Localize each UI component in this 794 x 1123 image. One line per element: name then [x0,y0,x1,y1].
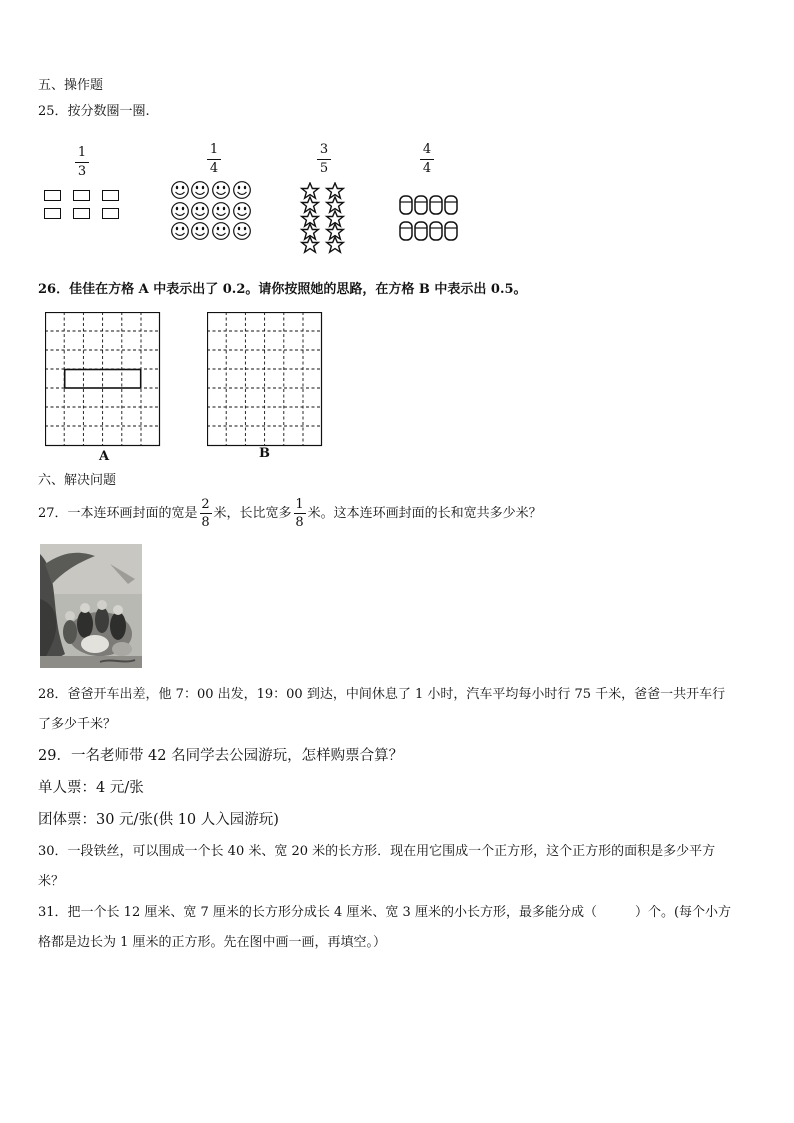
fraction-1-3 [74,146,90,179]
rectangle-icon [74,209,90,219]
grid-b-label: B [259,446,270,461]
q27-part-1: 27．一本连环画封面的宽是 [38,506,198,521]
numerator: 1 [209,142,219,157]
cylinder-group [397,193,463,245]
rectangle-icon [103,209,119,219]
section-6-title: 六、解决问题 [38,473,117,488]
smiley-face-icon [234,223,251,240]
group-ticket-price: 团体票：30 元/张(供 10 人入园游玩) [38,812,279,828]
q27-part-3: 米。这本连环画封面的长和宽共多少米？ [307,506,542,521]
cylinder-icon [400,222,412,240]
cylinder-icon [430,222,442,240]
denominator: 8 [201,515,210,530]
smiley-face-icon [192,182,209,199]
smiley-face-icon [213,182,230,199]
denominator: 3 [77,164,87,179]
cylinder-icon [415,222,427,240]
cylinder-icon [445,222,457,240]
smiley-face-icon [234,203,251,220]
question-30-line-2: 米？ [38,874,65,889]
rectangle-icon [45,209,61,219]
smiley-face-icon [213,203,230,220]
fraction-1-4 [206,143,222,176]
question-30-line-1: 30．一段铁丝，可以围成一个长 40 米、宽 20 米的长方形．现在用它围成一个正方形，这个正方形的面积是多少平方 [38,844,716,859]
fraction-4-4 [419,143,435,176]
denominator: 8 [295,515,304,530]
question-29-line-1: 29．一名老师带 42 名同学去公园游玩，怎样购票合算？ [38,748,404,764]
smiley-face-icon [172,203,189,220]
question-28-line-2: 了多少千米？ [38,717,117,732]
grid-a-label: A [99,449,110,464]
rectangle-icon [103,191,119,201]
star-group [297,182,351,254]
smiley-face-icon [172,223,189,240]
smiley-group [170,180,254,242]
comic-cover-picture [40,544,142,668]
q31-text-after-blank: ）个。(每个小方 [634,905,732,920]
question-26-text: 26．佳佳在方格 A 中表示出了 0.2。请你按照她的思路，在方格 B 中表示出 0.5。 [38,282,527,297]
numerator: 4 [422,142,432,157]
fraction-2-8 [199,497,213,530]
question-31-line-2: 格都是边长为 1 厘米的正方形。先在图中画一画，再填空。） [38,935,387,950]
question-28-line-1: 28．爸爸开车出差，他 7：00 出发，19：00 到达，中间休息了 1 小时，汽车平均每小时行 75 千米，爸爸一共开车行 [38,687,726,702]
denominator: 4 [209,161,219,176]
question-27-text [38,492,542,536]
rectangle-group [42,188,122,222]
smiley-face-icon [172,182,189,199]
numerator: 2 [201,497,210,512]
smiley-face-icon [213,223,230,240]
fraction-1-8 [293,497,307,530]
smiley-face-icon [192,203,209,220]
numerator: 3 [319,142,329,157]
question-25-text: 25．按分数圈一圈. [38,104,150,119]
denominator: 5 [319,161,329,176]
numerator: 1 [77,145,87,160]
cylinder-icon [445,196,457,214]
grid-b [207,312,324,448]
denominator: 4 [422,161,432,176]
smiley-face-icon [192,223,209,240]
cylinder-icon [415,196,427,214]
fraction-3-5 [316,143,332,176]
rectangle-icon [74,191,90,201]
q31-text-before-blank: 31．把一个长 12 厘米、宽 7 厘米的长方形分成长 4 厘米、宽 3 厘米的小长方形，最多能分成（ [38,905,597,920]
question-31-line-1 [38,904,731,922]
q27-part-2: 米，长比宽多 [213,506,292,521]
single-ticket-price: 单人票：4 元/张 [38,780,144,796]
rectangle-icon [45,191,61,201]
cylinder-icon [430,196,442,214]
cylinder-icon [400,196,412,214]
section-5-title: 五、操作题 [38,78,104,93]
smiley-face-icon [234,182,251,199]
numerator: 1 [295,497,304,512]
grid-a [45,312,162,448]
